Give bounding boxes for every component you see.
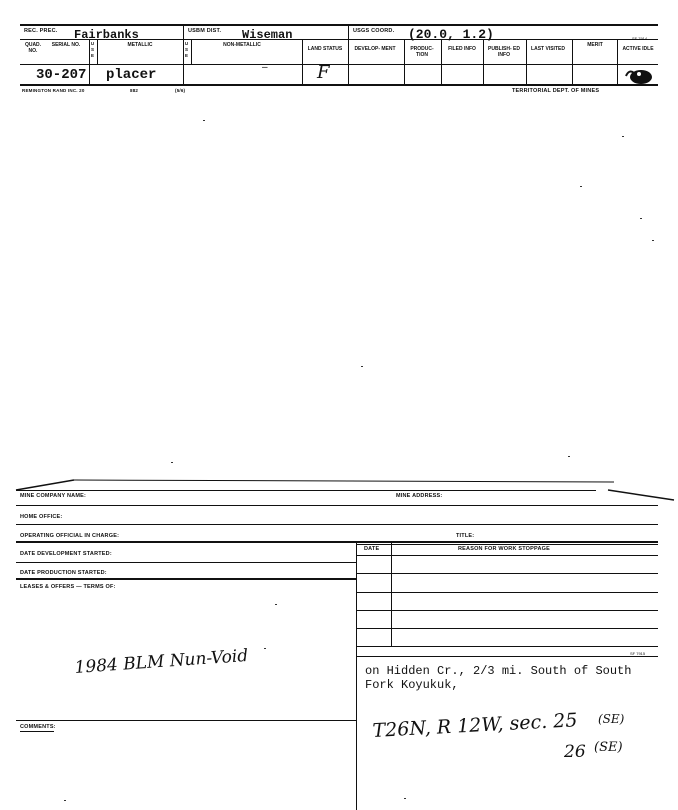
metallic-value: placer	[106, 67, 157, 83]
rec-prec-value: Fairbanks	[74, 28, 139, 42]
active-stamp-icon	[624, 66, 654, 84]
township-line-2-suffix: (SE)	[594, 740, 623, 755]
scan-speck	[622, 136, 624, 137]
location-text: on Hidden Cr., 2/3 mi. South of South Fork Koyukuk,	[365, 664, 632, 692]
rule	[356, 573, 658, 574]
scan-speck	[275, 604, 277, 605]
form-number: SF 7914	[632, 36, 648, 41]
col-published-info: PUBLISH- ED INFO	[488, 46, 520, 58]
usbm-dist-value: Wiseman	[242, 28, 293, 42]
divider	[302, 39, 303, 84]
col-merit: MERIT	[587, 42, 603, 48]
rule	[356, 555, 658, 556]
col-quad-no: QUAD. NO.	[24, 42, 42, 54]
footer-left: REMINGTON RAND INC. 20	[22, 88, 85, 93]
date-column-header: DATE	[364, 546, 380, 552]
col-active-idle: ACTIVE IDLE	[622, 46, 654, 52]
bottom-rule	[20, 84, 658, 86]
col-development: DEVELOP- MENT	[354, 46, 396, 52]
title-label: TITLE:	[456, 533, 475, 539]
divider	[391, 541, 392, 647]
divider	[348, 25, 349, 84]
rule	[16, 541, 658, 543]
scan-speck	[568, 456, 570, 457]
township-line-2: 26	[564, 742, 586, 762]
scan-speck	[652, 240, 654, 241]
scan-speck	[171, 462, 173, 463]
rule	[356, 628, 658, 629]
rule	[16, 562, 356, 563]
land-status-value: F	[317, 62, 330, 83]
divider	[356, 541, 357, 810]
rule	[16, 720, 356, 721]
reason-column-header: REASON FOR WORK STOPPAGE	[458, 546, 550, 552]
rule	[356, 646, 658, 647]
col-land-status: LAND STATUS	[307, 46, 343, 52]
col-use-nonmetallic: U S E	[184, 41, 189, 58]
pencil-mark: –	[262, 62, 268, 73]
comments-underline	[20, 731, 54, 732]
leases-label: LEASES & OFFERS — TERMS OF:	[20, 584, 116, 590]
divider	[572, 39, 573, 84]
scan-speck	[64, 800, 66, 801]
township-line-1: T26N, R 12W, sec. 25	[372, 709, 578, 742]
usbm-dist-label: USBM DIST.	[188, 28, 222, 34]
date-dev-started-label: DATE DEVELOPMENT STARTED:	[20, 551, 112, 557]
rule	[16, 578, 356, 580]
usgs-coord-label: USGS COORD.	[353, 28, 395, 34]
col-use-metallic: U S E	[90, 41, 95, 58]
footer-left-code2: (5/6)	[175, 88, 186, 93]
scan-speck	[580, 186, 582, 187]
header-rule-2	[20, 64, 658, 65]
home-office-label: HOME OFFICE:	[20, 514, 63, 520]
scan-speck	[203, 120, 205, 121]
scan-speck	[640, 218, 642, 219]
rule	[356, 544, 658, 545]
scan-speck	[361, 366, 363, 367]
rule	[16, 505, 658, 506]
col-serial-no: SERIAL NO.	[51, 42, 81, 48]
rule	[356, 656, 658, 657]
township-line-1-suffix: (SE)	[598, 712, 625, 726]
scan-speck	[264, 648, 266, 649]
col-nonmetallic: NON-METALLIC	[223, 42, 261, 48]
lower-form-number: SF 7915	[630, 651, 646, 656]
scan-speck	[404, 798, 406, 799]
rule	[356, 592, 658, 593]
handwritten-bl-note: 1984 BLM Nun-Void	[74, 645, 249, 678]
top-rule	[20, 24, 658, 26]
mine-address-label: MINE ADDRESS:	[396, 493, 443, 499]
operating-official-label: OPERATING OFFICIAL IN CHARGE:	[20, 533, 120, 539]
footer-right: TERRITORIAL DEPT. OF MINES	[512, 88, 600, 94]
quad-serial-value: 30-207	[36, 67, 87, 83]
comments-label: COMMENTS:	[20, 724, 56, 730]
col-metallic: METALLIC	[127, 42, 153, 48]
divider	[617, 39, 618, 84]
usgs-coord-value: (20.0, 1.2)	[408, 27, 494, 42]
rec-prec-label: REC. PREC.	[24, 28, 58, 34]
mine-company-name-label: MINE COMPANY NAME:	[20, 493, 87, 499]
rule	[356, 610, 658, 611]
date-prod-started-label: DATE PRODUCTION STARTED:	[20, 570, 107, 576]
divider	[97, 39, 98, 64]
col-filed-info: FILED INFO	[448, 46, 476, 52]
rule	[16, 490, 596, 491]
footer-left-code1: 882	[130, 88, 139, 93]
col-production: PRODUC- TION	[410, 46, 434, 58]
rule	[16, 524, 658, 525]
col-last-visited: LAST VISITED	[531, 46, 565, 52]
